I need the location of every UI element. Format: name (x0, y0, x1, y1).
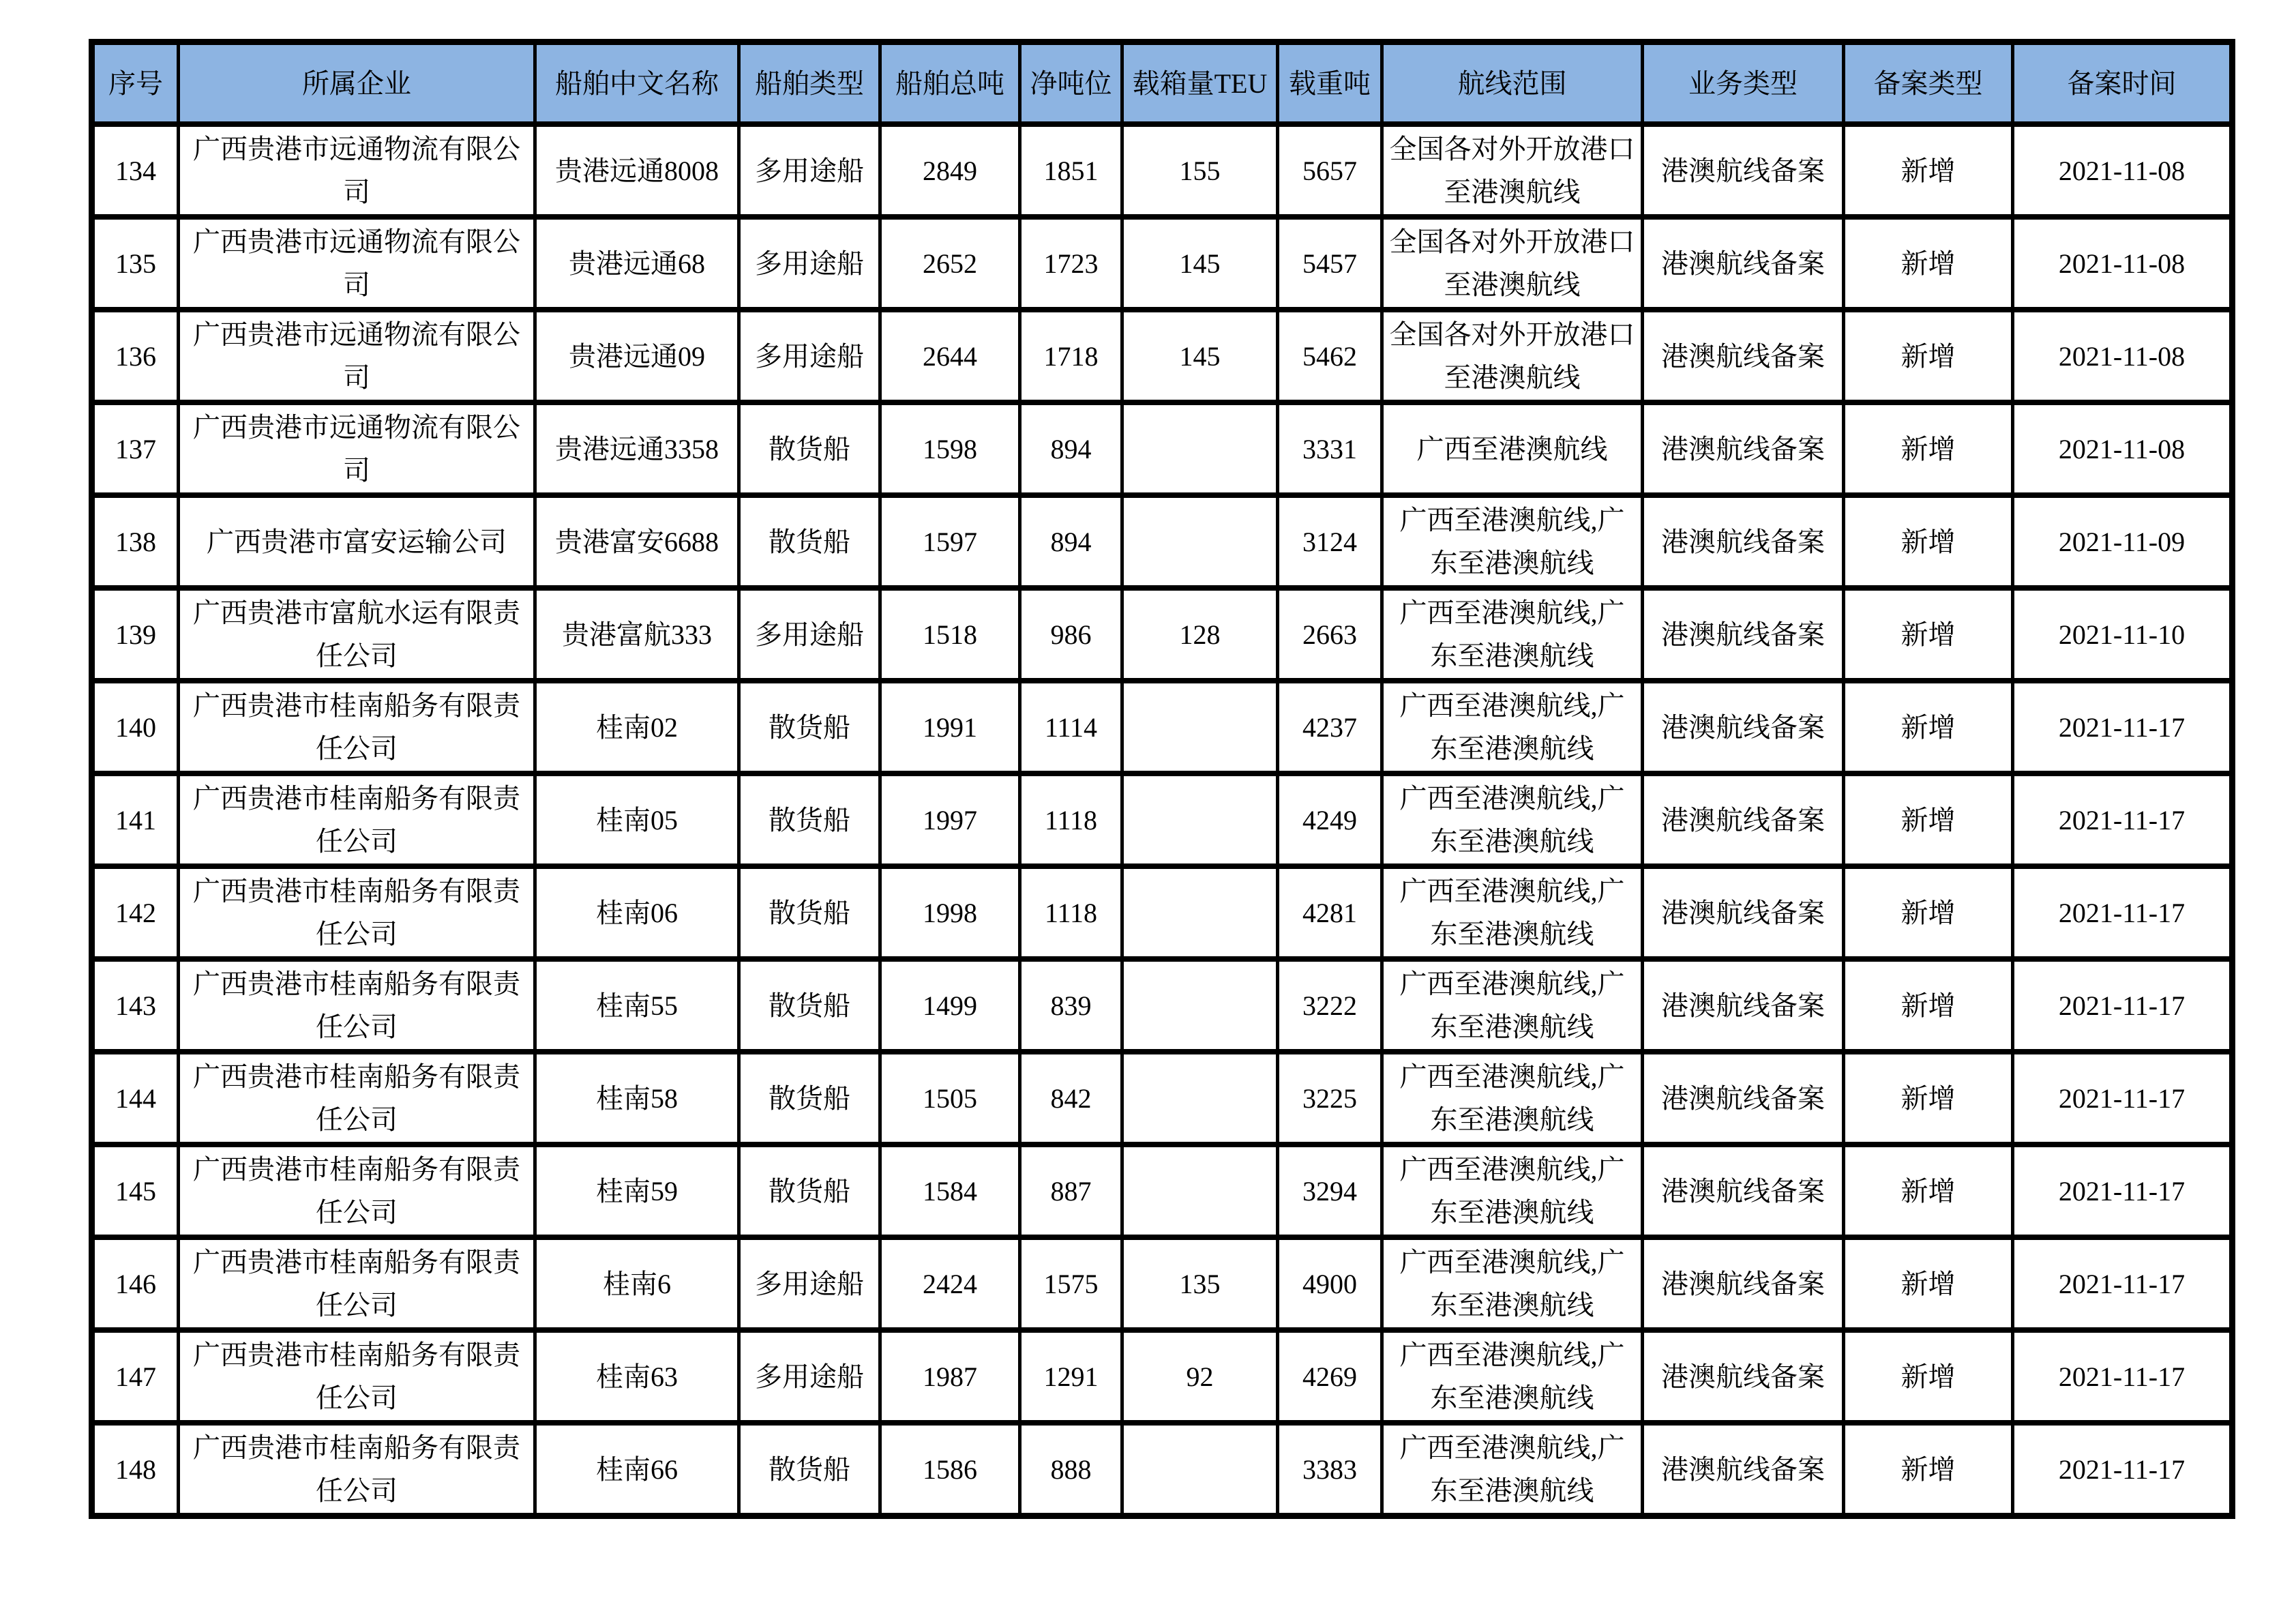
cell-gross_tonnage: 2652 (880, 217, 1020, 310)
cell-teu (1122, 1423, 1278, 1516)
cell-ship_name: 桂南66 (535, 1423, 739, 1516)
column-header-seq: 序号 (92, 42, 179, 125)
cell-net_tonnage: 1723 (1020, 217, 1122, 310)
cell-ship_type: 多用途船 (739, 310, 880, 402)
cell-business_type: 港澳航线备案 (1643, 773, 1844, 866)
cell-filing_date: 2021-11-17 (2013, 773, 2233, 866)
cell-seq: 144 (92, 1052, 179, 1145)
table-row (92, 1237, 2233, 1330)
cell-company: 广西贵港市富航水运有限责任公司 (179, 588, 535, 681)
cell-route: 广西至港澳航线,广东至港澳航线 (1382, 1423, 1643, 1516)
cell-business_type: 港澳航线备案 (1643, 1330, 1844, 1423)
cell-filing_date: 2021-11-17 (2013, 1423, 2233, 1516)
cell-ship_type: 散货船 (739, 1052, 880, 1145)
cell-seq: 147 (92, 1330, 179, 1423)
cell-ship_name: 贵港远通09 (535, 310, 739, 402)
cell-company: 广西贵港市富安运输公司 (179, 495, 535, 588)
cell-route: 广西至港澳航线,广东至港澳航线 (1382, 959, 1643, 1052)
cell-seq: 140 (92, 681, 179, 773)
cell-ship_name: 桂南06 (535, 866, 739, 959)
cell-filing_type: 新增 (1844, 495, 2013, 588)
table-row (92, 310, 2233, 402)
cell-route: 广西至港澳航线,广东至港澳航线 (1382, 1145, 1643, 1237)
cell-teu: 92 (1122, 1330, 1278, 1423)
cell-ship_name: 桂南6 (535, 1237, 739, 1330)
cell-company: 广西贵港市桂南船务有限责任公司 (179, 1052, 535, 1145)
cell-filing_type: 新增 (1844, 217, 2013, 310)
cell-seq: 143 (92, 959, 179, 1052)
table-row (92, 1423, 2233, 1516)
cell-ship_name: 桂南59 (535, 1145, 739, 1237)
cell-ship_name: 桂南63 (535, 1330, 739, 1423)
cell-filing_type: 新增 (1844, 1330, 2013, 1423)
cell-seq: 141 (92, 773, 179, 866)
cell-teu: 145 (1122, 217, 1278, 310)
cell-ship_type: 散货船 (739, 681, 880, 773)
cell-deadweight: 4281 (1278, 866, 1382, 959)
cell-deadweight: 4900 (1278, 1237, 1382, 1330)
cell-route: 广西至港澳航线,广东至港澳航线 (1382, 1052, 1643, 1145)
cell-business_type: 港澳航线备案 (1643, 1237, 1844, 1330)
cell-ship_type: 散货船 (739, 495, 880, 588)
cell-seq: 145 (92, 1145, 179, 1237)
cell-gross_tonnage: 1597 (880, 495, 1020, 588)
cell-gross_tonnage: 1499 (880, 959, 1020, 1052)
cell-filing_type: 新增 (1844, 773, 2013, 866)
cell-company: 广西贵港市桂南船务有限责任公司 (179, 1423, 535, 1516)
cell-gross_tonnage: 1997 (880, 773, 1020, 866)
table-row (92, 1052, 2233, 1145)
cell-business_type: 港澳航线备案 (1643, 217, 1844, 310)
cell-ship_name: 桂南58 (535, 1052, 739, 1145)
cell-teu (1122, 495, 1278, 588)
cell-filing_type: 新增 (1844, 310, 2013, 402)
cell-net_tonnage: 1718 (1020, 310, 1122, 402)
cell-gross_tonnage: 1518 (880, 588, 1020, 681)
cell-company: 广西贵港市桂南船务有限责任公司 (179, 1237, 535, 1330)
table-row (92, 773, 2233, 866)
cell-teu: 128 (1122, 588, 1278, 681)
cell-ship_name: 桂南55 (535, 959, 739, 1052)
cell-business_type: 港澳航线备案 (1643, 1423, 1844, 1516)
cell-seq: 136 (92, 310, 179, 402)
cell-ship_type: 散货船 (739, 402, 880, 495)
cell-route: 广西至港澳航线,广东至港澳航线 (1382, 495, 1643, 588)
column-header-company: 所属企业 (179, 42, 535, 125)
table-row (92, 495, 2233, 588)
column-header-route: 航线范围 (1382, 42, 1643, 125)
cell-ship_type: 散货船 (739, 866, 880, 959)
cell-company: 广西贵港市桂南船务有限责任公司 (179, 959, 535, 1052)
cell-seq: 139 (92, 588, 179, 681)
cell-ship_name: 贵港富航333 (535, 588, 739, 681)
cell-deadweight: 3124 (1278, 495, 1382, 588)
cell-business_type: 港澳航线备案 (1643, 402, 1844, 495)
cell-net_tonnage: 894 (1020, 495, 1122, 588)
cell-ship_name: 贵港远通3358 (535, 402, 739, 495)
cell-ship_name: 贵港远通8008 (535, 124, 739, 217)
cell-filing_date: 2021-11-17 (2013, 681, 2233, 773)
cell-gross_tonnage: 1987 (880, 1330, 1020, 1423)
table-row (92, 588, 2233, 681)
cell-teu: 145 (1122, 310, 1278, 402)
cell-company: 广西贵港市远通物流有限公司 (179, 217, 535, 310)
cell-seq: 146 (92, 1237, 179, 1330)
cell-filing_type: 新增 (1844, 1423, 2013, 1516)
cell-ship_type: 多用途船 (739, 124, 880, 217)
cell-filing_date: 2021-11-17 (2013, 1145, 2233, 1237)
cell-filing_date: 2021-11-17 (2013, 1330, 2233, 1423)
cell-ship_name: 桂南02 (535, 681, 739, 773)
cell-deadweight: 3383 (1278, 1423, 1382, 1516)
cell-company: 广西贵港市桂南船务有限责任公司 (179, 866, 535, 959)
cell-company: 广西贵港市桂南船务有限责任公司 (179, 1145, 535, 1237)
cell-company: 广西贵港市桂南船务有限责任公司 (179, 1330, 535, 1423)
cell-filing_date: 2021-11-17 (2013, 1237, 2233, 1330)
cell-deadweight: 5657 (1278, 124, 1382, 217)
cell-teu (1122, 402, 1278, 495)
cell-deadweight: 5457 (1278, 217, 1382, 310)
table-row (92, 959, 2233, 1052)
column-header-ship_name: 船舶中文名称 (535, 42, 739, 125)
cell-net_tonnage: 894 (1020, 402, 1122, 495)
cell-filing_date: 2021-11-08 (2013, 217, 2233, 310)
cell-teu (1122, 866, 1278, 959)
cell-net_tonnage: 1118 (1020, 773, 1122, 866)
cell-route: 广西至港澳航线,广东至港澳航线 (1382, 1237, 1643, 1330)
cell-teu (1122, 1052, 1278, 1145)
cell-net_tonnage: 888 (1020, 1423, 1122, 1516)
cell-gross_tonnage: 1586 (880, 1423, 1020, 1516)
cell-net_tonnage: 1575 (1020, 1237, 1122, 1330)
cell-seq: 135 (92, 217, 179, 310)
cell-route: 广西至港澳航线 (1382, 402, 1643, 495)
cell-company: 广西贵港市远通物流有限公司 (179, 402, 535, 495)
column-header-deadweight: 载重吨 (1278, 42, 1382, 125)
cell-business_type: 港澳航线备案 (1643, 588, 1844, 681)
cell-net_tonnage: 1118 (1020, 866, 1122, 959)
cell-filing_type: 新增 (1844, 1145, 2013, 1237)
cell-filing_date: 2021-11-17 (2013, 1052, 2233, 1145)
cell-deadweight: 3225 (1278, 1052, 1382, 1145)
cell-gross_tonnage: 1505 (880, 1052, 1020, 1145)
table-row (92, 1145, 2233, 1237)
cell-teu: 155 (1122, 124, 1278, 217)
cell-gross_tonnage: 1998 (880, 866, 1020, 959)
cell-net_tonnage: 1291 (1020, 1330, 1122, 1423)
cell-filing_type: 新增 (1844, 1237, 2013, 1330)
cell-ship_type: 多用途船 (739, 588, 880, 681)
cell-filing_date: 2021-11-08 (2013, 310, 2233, 402)
cell-gross_tonnage: 2849 (880, 124, 1020, 217)
cell-filing_type: 新增 (1844, 124, 2013, 217)
cell-filing_date: 2021-11-09 (2013, 495, 2233, 588)
cell-business_type: 港澳航线备案 (1643, 866, 1844, 959)
cell-filing_date: 2021-11-08 (2013, 124, 2233, 217)
cell-seq: 142 (92, 866, 179, 959)
cell-business_type: 港澳航线备案 (1643, 681, 1844, 773)
cell-deadweight: 3331 (1278, 402, 1382, 495)
cell-filing_type: 新增 (1844, 959, 2013, 1052)
cell-ship_type: 散货船 (739, 1145, 880, 1237)
table-row (92, 402, 2233, 495)
cell-filing_date: 2021-11-08 (2013, 402, 2233, 495)
cell-filing_date: 2021-11-10 (2013, 588, 2233, 681)
cell-seq: 137 (92, 402, 179, 495)
cell-deadweight: 3294 (1278, 1145, 1382, 1237)
cell-route: 广西至港澳航线,广东至港澳航线 (1382, 681, 1643, 773)
cell-company: 广西贵港市桂南船务有限责任公司 (179, 681, 535, 773)
column-header-filing_date: 备案时间 (2013, 42, 2233, 125)
cell-ship_type: 散货船 (739, 773, 880, 866)
cell-deadweight: 3222 (1278, 959, 1382, 1052)
cell-deadweight: 4269 (1278, 1330, 1382, 1423)
cell-filing_type: 新增 (1844, 588, 2013, 681)
cell-teu (1122, 1145, 1278, 1237)
cell-route: 全国各对外开放港口至港澳航线 (1382, 310, 1643, 402)
cell-net_tonnage: 1851 (1020, 124, 1122, 217)
cell-gross_tonnage: 1584 (880, 1145, 1020, 1237)
cell-ship_type: 多用途船 (739, 1237, 880, 1330)
column-header-ship_type: 船舶类型 (739, 42, 880, 125)
cell-deadweight: 4237 (1278, 681, 1382, 773)
cell-net_tonnage: 887 (1020, 1145, 1122, 1237)
cell-company: 广西贵港市远通物流有限公司 (179, 310, 535, 402)
cell-ship_name: 桂南05 (535, 773, 739, 866)
table-body (92, 124, 2233, 1516)
column-header-gross_tonnage: 船舶总吨 (880, 42, 1020, 125)
cell-filing_type: 新增 (1844, 681, 2013, 773)
cell-business_type: 港澳航线备案 (1643, 1052, 1844, 1145)
cell-teu (1122, 959, 1278, 1052)
cell-business_type: 港澳航线备案 (1643, 1145, 1844, 1237)
cell-filing_date: 2021-11-17 (2013, 959, 2233, 1052)
cell-route: 全国各对外开放港口至港澳航线 (1382, 217, 1643, 310)
cell-route: 全国各对外开放港口至港澳航线 (1382, 124, 1643, 217)
cell-net_tonnage: 986 (1020, 588, 1122, 681)
cell-net_tonnage: 1114 (1020, 681, 1122, 773)
cell-teu: 135 (1122, 1237, 1278, 1330)
cell-route: 广西至港澳航线,广东至港澳航线 (1382, 588, 1643, 681)
cell-business_type: 港澳航线备案 (1643, 495, 1844, 588)
header-row (92, 42, 2233, 125)
ship-filing-table (89, 39, 2235, 1519)
cell-route: 广西至港澳航线,广东至港澳航线 (1382, 866, 1643, 959)
table-row (92, 1330, 2233, 1423)
cell-seq: 134 (92, 124, 179, 217)
cell-ship_type: 多用途船 (739, 217, 880, 310)
cell-business_type: 港澳航线备案 (1643, 124, 1844, 217)
cell-teu (1122, 773, 1278, 866)
cell-ship_type: 散货船 (739, 959, 880, 1052)
cell-gross_tonnage: 2644 (880, 310, 1020, 402)
cell-ship_type: 多用途船 (739, 1330, 880, 1423)
cell-deadweight: 4249 (1278, 773, 1382, 866)
table-row (92, 124, 2233, 217)
column-header-teu: 载箱量TEU (1122, 42, 1278, 125)
cell-net_tonnage: 839 (1020, 959, 1122, 1052)
cell-route: 广西至港澳航线,广东至港澳航线 (1382, 773, 1643, 866)
cell-gross_tonnage: 1991 (880, 681, 1020, 773)
cell-route: 广西至港澳航线,广东至港澳航线 (1382, 1330, 1643, 1423)
table-row (92, 681, 2233, 773)
column-header-filing_type: 备案类型 (1844, 42, 2013, 125)
cell-business_type: 港澳航线备案 (1643, 959, 1844, 1052)
cell-filing_type: 新增 (1844, 866, 2013, 959)
cell-filing_type: 新增 (1844, 1052, 2013, 1145)
table-row (92, 217, 2233, 310)
cell-filing_date: 2021-11-17 (2013, 866, 2233, 959)
cell-business_type: 港澳航线备案 (1643, 310, 1844, 402)
cell-filing_type: 新增 (1844, 402, 2013, 495)
cell-deadweight: 2663 (1278, 588, 1382, 681)
cell-ship_name: 贵港远通68 (535, 217, 739, 310)
cell-seq: 138 (92, 495, 179, 588)
cell-seq: 148 (92, 1423, 179, 1516)
cell-teu (1122, 681, 1278, 773)
cell-ship_type: 散货船 (739, 1423, 880, 1516)
column-header-net_tonnage: 净吨位 (1020, 42, 1122, 125)
cell-net_tonnage: 842 (1020, 1052, 1122, 1145)
cell-deadweight: 5462 (1278, 310, 1382, 402)
cell-company: 广西贵港市桂南船务有限责任公司 (179, 773, 535, 866)
cell-ship_name: 贵港富安6688 (535, 495, 739, 588)
table-row (92, 866, 2233, 959)
cell-company: 广西贵港市远通物流有限公司 (179, 124, 535, 217)
cell-gross_tonnage: 2424 (880, 1237, 1020, 1330)
cell-gross_tonnage: 1598 (880, 402, 1020, 495)
column-header-business_type: 业务类型 (1643, 42, 1844, 125)
